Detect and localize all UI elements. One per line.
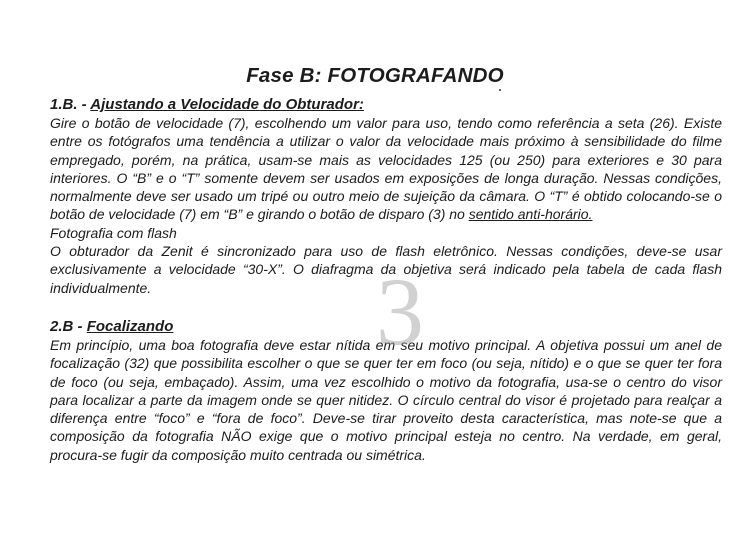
section-number-2: 2.B - (50, 318, 87, 335)
flash-paragraph: O obturador da Zenit é sincronizado para uso de flash eletrônico. Nessas condições, deve-se usar exclusivamente a velocidade “30-X”. O diafragma da objetiva será indicado pela tabela de cada flash individualmente. (50, 243, 722, 296)
focusing-paragraph: Em princípio, uma boa fotografia deve estar nítida em seu motivo principal. A objetiva possui um anel de focalização (32) que possibilita escolher o que se quer ter em foco (ou seja, nítido) e o que se quer ter fora de foco (ou seja, embaçado). Assim, uma vez escolhido o motivo da fotografia, usa-se o centro do visor para localizar a parte da imagem onde se quer nitidez. O círculo central do visor é projetado para realçar a diferença entre “foco” e “fora de foco”. Deve-se tirar proveito desta característica, mas note-se que a composição da fotografia NÃO exige que o motivo principal esteja no centro. Na verdade, em geral, procura-se fugir da composição muito centrada ou simétrica. (50, 337, 722, 463)
shutter-paragraph-text: Gire o botão de velocidade (7), escolhendo um valor para uso, tendo como referência a seta (26). Existe entre os fotógrafos uma tendência a utilizar o valor da velocidade mais próximo à sensibilidade do filme empregado, porém, na prática, usam-se mais as velocidades 125 (ou 250) para exteriores e 30 para interiores. O “B” e o “T” somente devem ser usados em exposições de longa duração. Nessas condições, normalmente deve ser usado um tripé ou outro meio de sujeição da câmara. O “T” é obtido colocando-se o botão de velocidade (7) em “B” e girando o botão de disparo (3) no (50, 115, 722, 223)
section-shutter-speed (50, 96, 722, 297)
section-title-1: Ajustando a Velocidade do Obturador: (90, 96, 364, 113)
flash-subtitle: Fotografia com flash (50, 224, 177, 241)
speck (499, 89, 501, 91)
page-title: Fase B: FOTOGRAFANDO (246, 64, 504, 87)
section-title-2: Focalizando (86, 318, 174, 335)
section-heading-2 (50, 318, 722, 336)
section-number-1: 1.B. - (50, 96, 91, 113)
section-focusing (50, 318, 722, 464)
page-number-watermark: 3 (376, 258, 424, 365)
shutter-paragraph (50, 114, 722, 224)
shutter-paragraph-underlined: sentido anti-horário. (468, 206, 593, 223)
section-heading-1 (50, 96, 722, 114)
